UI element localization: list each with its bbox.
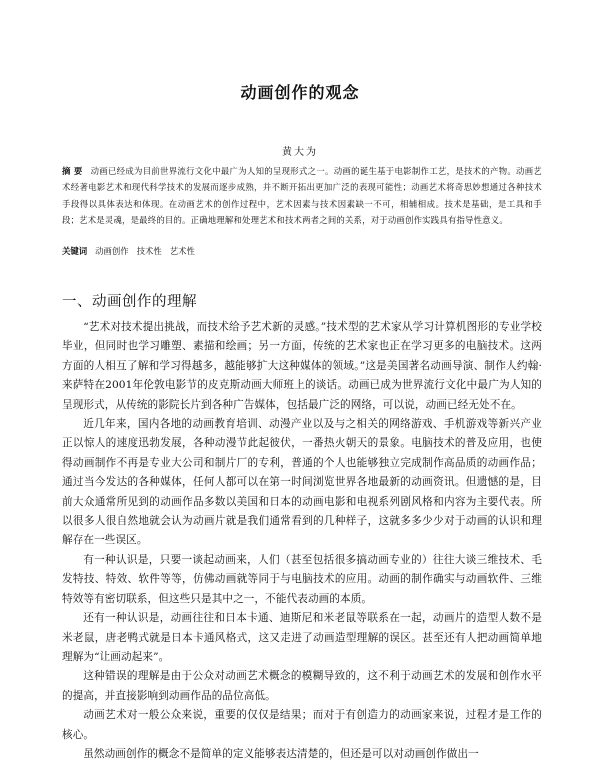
abstract-text: 动画已经成为目前世界流行文化中最广为人知的呈现形式之一。动画的诞生基于电影制作工艺，是技术的产物。动画艺术经著电影艺术和现代科学技术的发展而逐步成熟，并不断开拓出更加广泛的表现可能性；动画艺术将奇思妙想通过各种技术手段得以具体表达和体现。在动画艺术的创作过程中，艺术因素与技术因素缺一不可，相辅相成。技术是基础，是工具和手段；艺术是灵魂，是最终的目的。正确地理解和处理艺术和技术两者之间的关系，对于动画创作实践具有指导性意义。 [62, 166, 542, 226]
paragraph: 虽然动画创作的概念不是简单的定义能够表达清楚的，但还是可以对动画创作做出一 [83, 747, 479, 760]
keyword: 艺术性 [169, 246, 195, 256]
paragraph: 还有一种认识是，动画往往和日本卡通、迪斯尼和米老鼠等联系在一起，动画片的造型人数不是米老鼠，唐老鸭式就是日本卡通风格式，这又走进了动画造型理解的误区。甚至还有人把动画简单地理解为“让画动起来”。 [62, 612, 542, 663]
section-heading: 一、动画创作的理解 [62, 294, 197, 310]
keywords [62, 244, 542, 258]
keywords-label: 关键词 [62, 246, 88, 256]
paragraph: 这种错误的理解是由于公众对动画艺术概念的模糊导致的，这不利于动画艺术的发展和创作水平的提高，并直接影响到动画作品的品位高低。 [62, 670, 542, 702]
keyword: 技术性 [136, 246, 162, 256]
paragraph: 近几年来，国内各地的动画教育培训、动漫产业以及与之相关的网络游戏、手机游戏等新兴产业正以惊人的速度迅勃发展，各种动漫节此起彼伏，一番热火朝天的景象。电脑技术的普及应用，也使得动画制作不再是专业大公司和制片厂的专利，普通的个人也能够独立完成制作高品质的动画作品；通过当今发达的各种媒体，任何人都可以在第一时间浏览世界各地最新的动画资讯。但遗憾的是，目前大众通常所见到的动画作品多数以美国和日本的动画电影和电视系列剧风格和内容为主要代表。所以很多人很自然地就会认为动画片就是我们通常看到的几种样子，这就多多少少对于动画的认识和理解存在一些误区。 [62, 418, 542, 547]
abstract [62, 163, 542, 229]
paragraph: 有一种认识是，只要一谈起动画来，人们（甚至包括很多搞动画专业的）往往大谈三维技术、毛发特技、特效、软件等等，仿佛动画就等同于与电脑技术的应用。动画的制作确实与动画软件、三维特效等有密切联系，但这些只是其中之一，不能代表动画的本质。 [62, 553, 542, 605]
body-text [62, 318, 542, 764]
author-name: 黄大为 [282, 147, 318, 158]
keyword: 动画创作 [95, 246, 129, 256]
paragraph: “艺术对技术提出挑战，而技术给予艺术新的灵感。”技术型的艺术家从学习计算机图形的专业学校毕业，但同时也学习雕塑、素描和绘画；另一方面，传统的艺术家也正在学习更多的电脑技术。这两方面的人相互了解和学习得越多，越能够扩大这种媒体的领域。”这是美国著名动画导演、制作人约翰·来萨特在2001年伦敦电影节的皮克斯动画大师班上的谈话。动画已成为世界流行文化中最广为人知的呈现形式，从传统的影院长片到各种广告媒体，包括最广泛的网络，可以说，动画已经无处不在。 [62, 321, 542, 411]
abstract-label: 摘 要 [62, 166, 83, 176]
paper-title: 动画创作的观念 [240, 83, 360, 102]
paragraph: 动画艺术对一般公众来说，重要的仅仅是结果；而对于有创造力的动画家来说，过程才是工作的核心。 [62, 709, 542, 741]
